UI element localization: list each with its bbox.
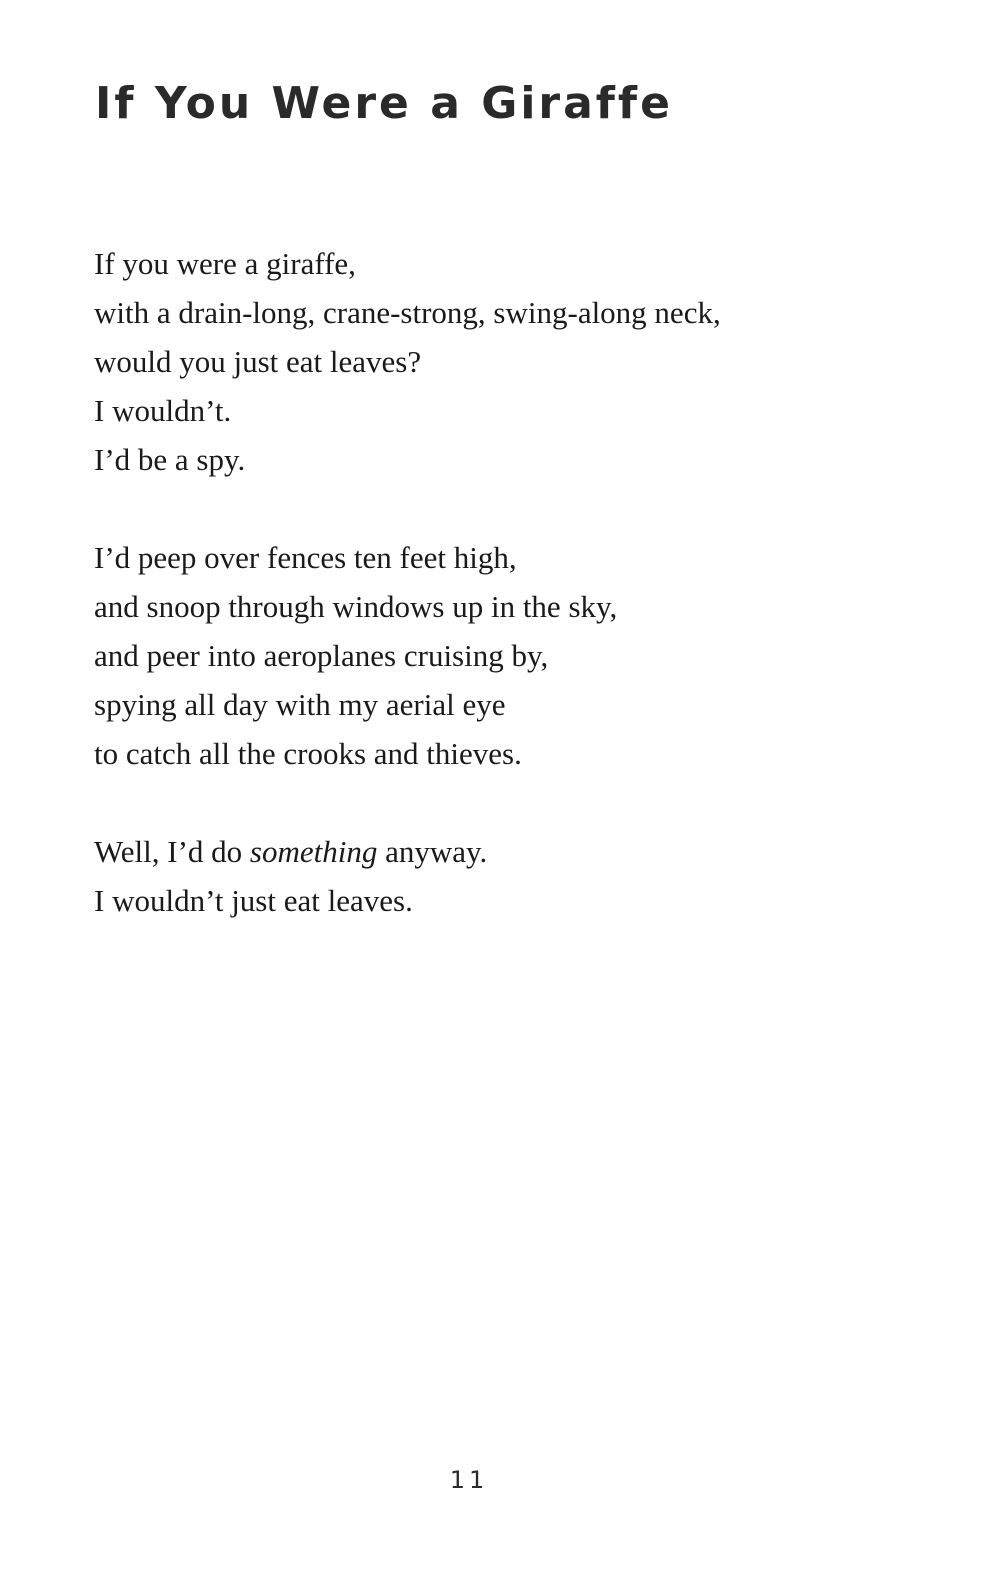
poem-line: spying all day with my aerial eye	[94, 687, 506, 722]
poem-line: I wouldn’t.	[94, 393, 232, 428]
page-number: 11	[449, 1466, 489, 1494]
poem-line: with a drain-long, crane-strong, swing-along neck,	[94, 295, 721, 330]
poem-line: I wouldn’t just eat leaves.	[94, 883, 413, 918]
stanza-1	[94, 239, 721, 484]
poem-line	[94, 827, 487, 876]
stanza-2	[94, 533, 617, 778]
poem-line: would you just eat leaves?	[94, 344, 422, 379]
emphasized-word: something	[249, 834, 378, 869]
poem-line: and snoop through windows up in the sky,	[94, 589, 618, 624]
poem-line: to catch all the crooks and thieves.	[94, 736, 522, 771]
poem-line: I’d peep over fences ten feet high,	[94, 540, 517, 575]
poem-line: and peer into aeroplanes cruising by,	[94, 638, 549, 673]
poem-line: I’d be a spy.	[94, 442, 246, 477]
poem-line: If you were a giraffe,	[94, 246, 356, 281]
stanza-3	[94, 827, 487, 925]
line-text-before: Well, I’d do	[94, 834, 250, 869]
line-text-after: anyway.	[377, 834, 488, 869]
poem-title: If You Were a Giraffe	[95, 78, 673, 129]
